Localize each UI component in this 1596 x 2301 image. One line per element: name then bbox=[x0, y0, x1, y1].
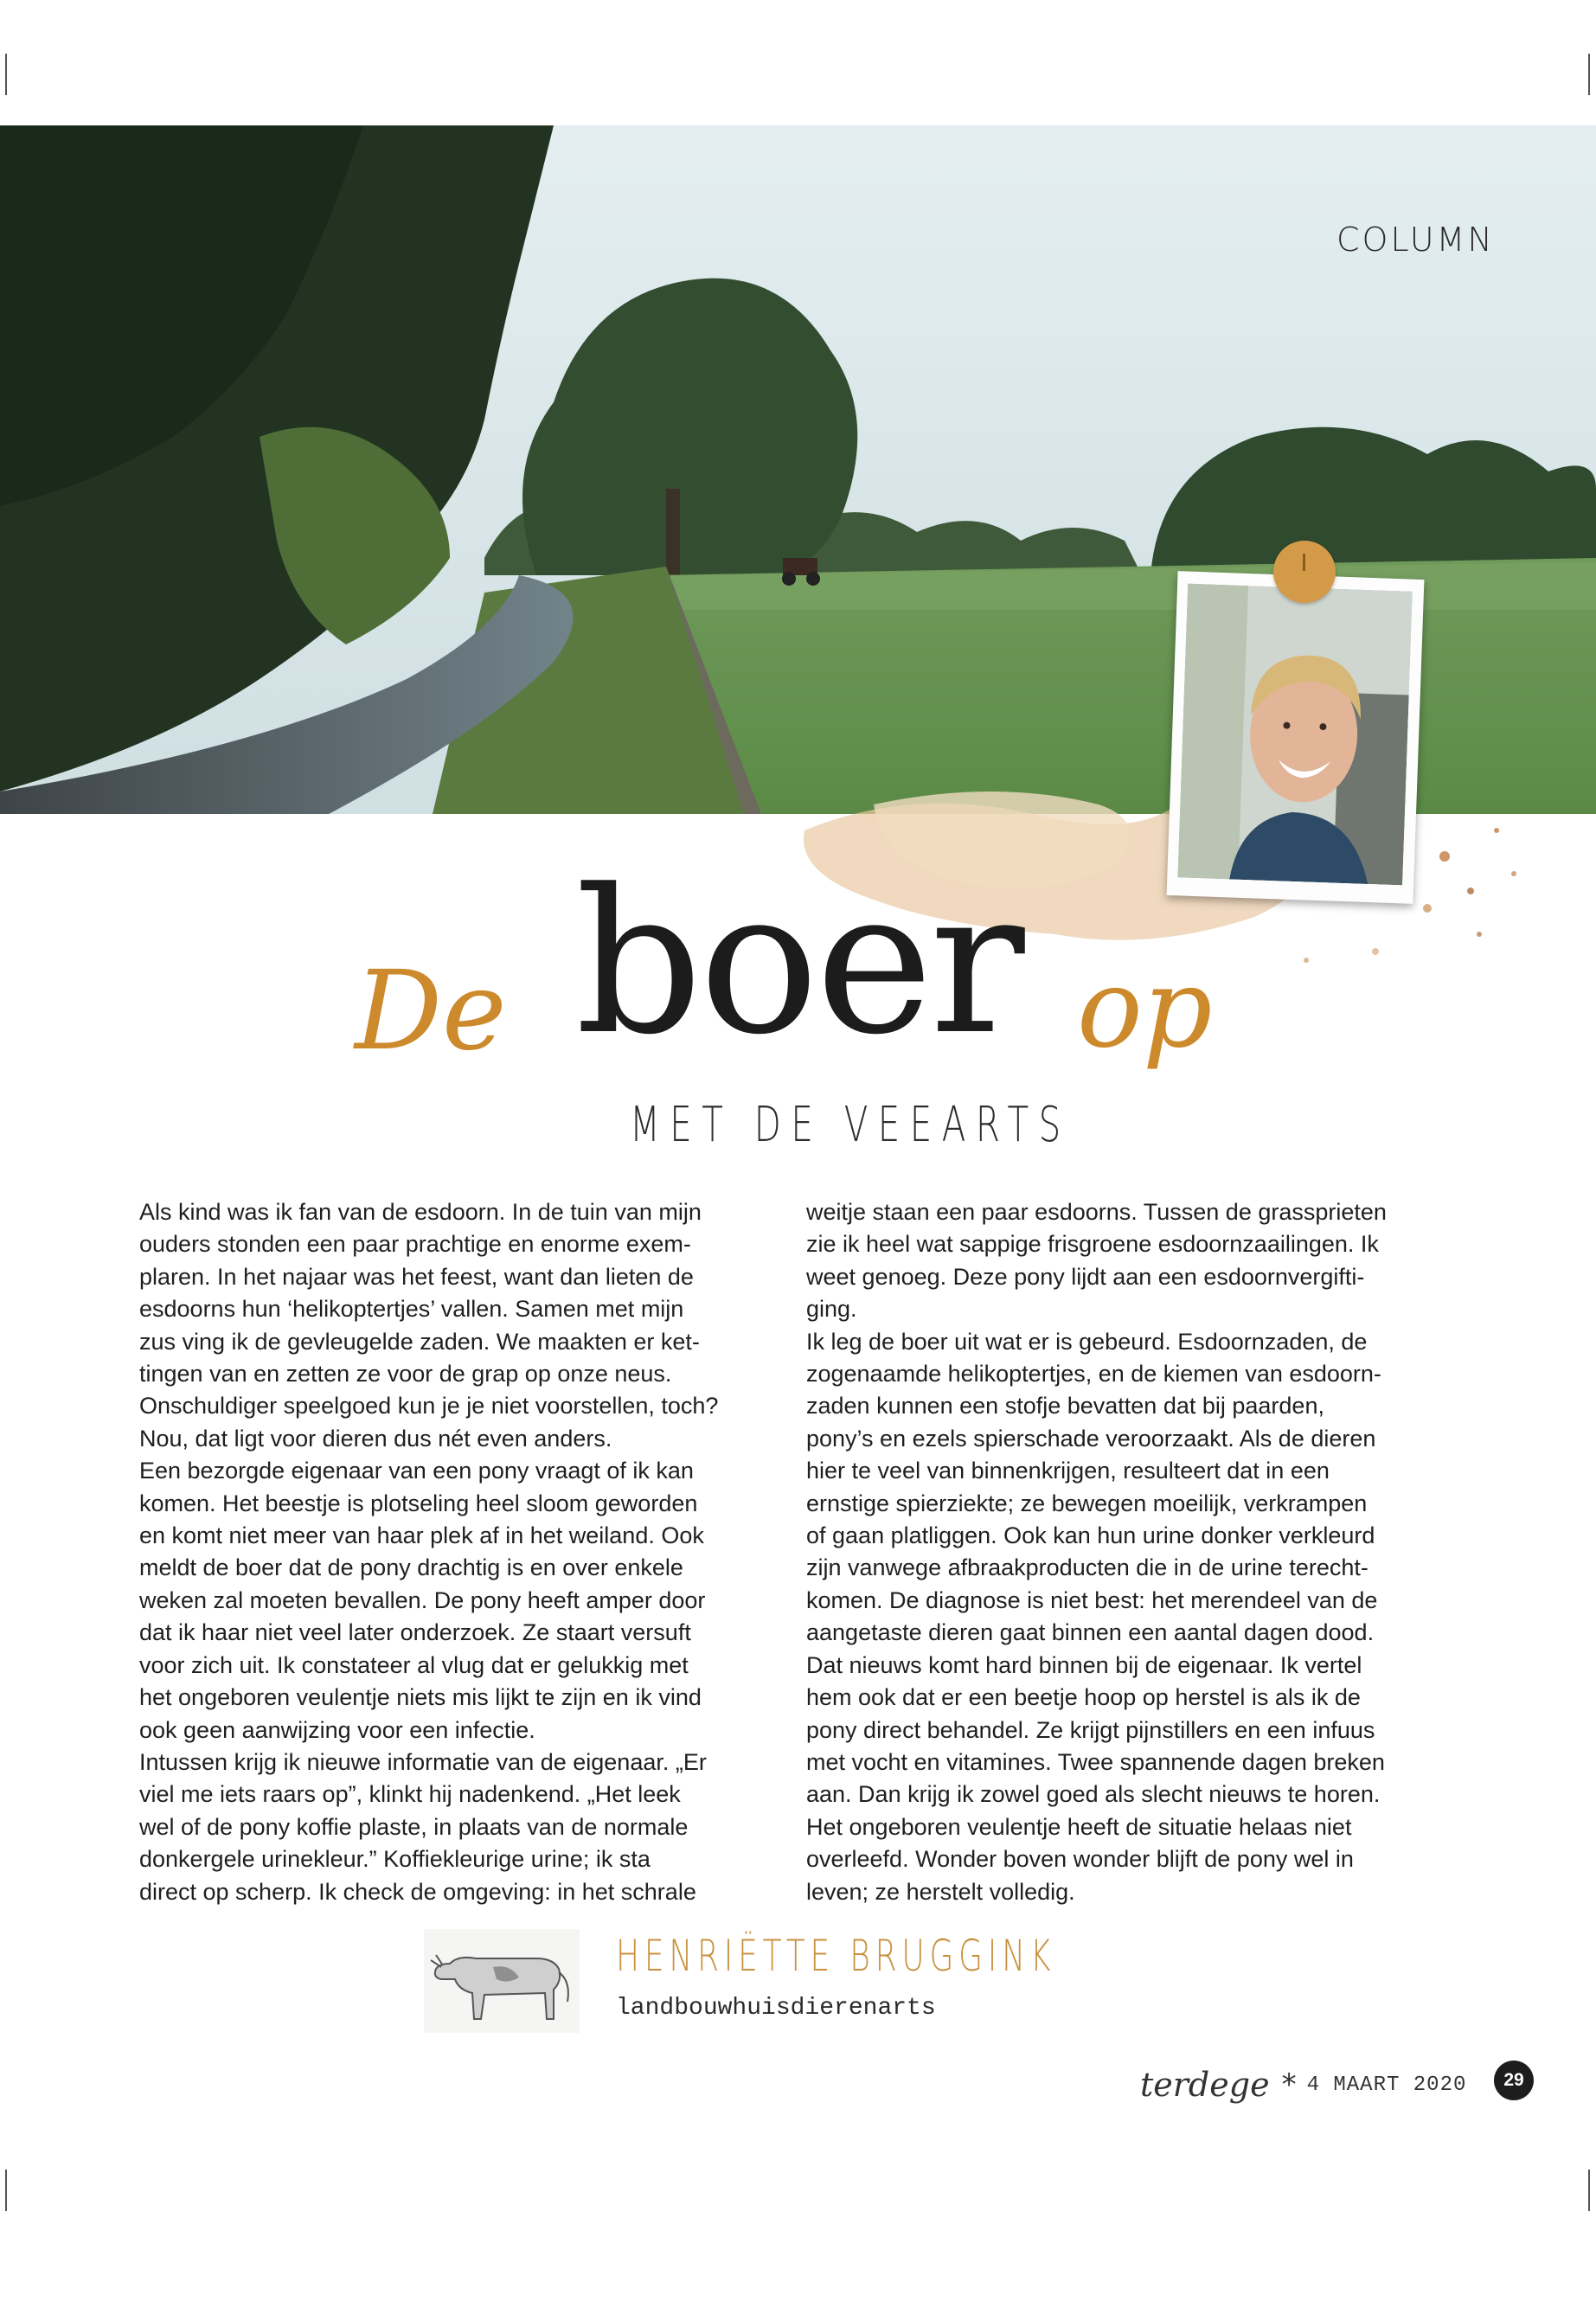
text-line: pony direct behandel. Ze krijgt pijnstillers en een infuus bbox=[806, 1716, 1375, 1743]
crop-mark-bottom-left bbox=[5, 2170, 7, 2211]
text-line: pony’s en ezels spierschade veroorzaakt. Als de dieren bbox=[806, 1425, 1376, 1452]
magazine-logo: terdege bbox=[1140, 2066, 1270, 2104]
text-line: donkergele urinekleur.” Koffiekleurige urine; ik sta bbox=[139, 1846, 651, 1873]
text-line: ernstige spierziekte; ze bewegen moeilijk, verkrampen bbox=[806, 1490, 1368, 1516]
portrait-polaroid bbox=[1167, 571, 1425, 904]
text-line: hier te veel van binnenkrijgen, resulteert dat in een bbox=[806, 1458, 1330, 1484]
text-line: tingen van en zetten ze voor de grap op onze neus. bbox=[139, 1361, 672, 1388]
title-word-boer: boer bbox=[575, 848, 1022, 1079]
title-word-de: De bbox=[355, 947, 507, 1074]
article-column-right bbox=[806, 1196, 1429, 1908]
text-line: dat ik haar niet veel later onderzoek. Ze staart versuft bbox=[139, 1619, 691, 1646]
text-line: met vocht en vitamines. Twee spannende dagen breken bbox=[806, 1748, 1385, 1775]
text-line: voor zich uit. Ik constateer al vlug dat er gelukkig met bbox=[139, 1651, 689, 1678]
text-line: zie ik heel wat sappige frisgroene esdoornzaailingen. Ik bbox=[806, 1231, 1379, 1258]
text-line: wel of de pony koffie plaste, in plaats van de normale bbox=[139, 1813, 689, 1840]
text-line: komen. Het beestje is plotseling heel sloom geworden bbox=[139, 1490, 698, 1516]
text-line: meldt de boer dat de pony drachtig is en over enkele bbox=[139, 1554, 683, 1581]
text-line: het ongeboren veulentje niets mis lijkt te zijn en ik vind bbox=[139, 1684, 702, 1711]
pin-needle bbox=[1303, 554, 1305, 571]
text-line: direct op scherp. Ik check de omgeving: in het schrale bbox=[139, 1878, 696, 1905]
text-line: zus ving ik de gevleugelde zaden. We maakten er ket- bbox=[139, 1328, 700, 1355]
title-word-op: op bbox=[1077, 945, 1213, 1072]
text-line: weitje staan een paar esdoorns. Tussen de grassprieten bbox=[806, 1199, 1387, 1225]
text-line: Ik leg de boer uit wat er is gebeurd. Esdoornzaden, de bbox=[806, 1328, 1368, 1355]
text-line: overleefd. Wonder boven wonder blijft de pony wel in bbox=[806, 1846, 1354, 1873]
crop-mark-bottom-right bbox=[1588, 2170, 1590, 2211]
portrait-photo bbox=[1177, 584, 1413, 886]
text-line: Als kind was ik fan van de esdoorn. In de tuin van mijn bbox=[139, 1199, 702, 1225]
text-line: Dat nieuws komt hard binnen bij de eigenaar. Ik vertel bbox=[806, 1651, 1362, 1678]
text-line: Onschuldiger speelgoed kun je je niet voorstellen, toch? bbox=[139, 1393, 719, 1420]
author-name: HENRIËTTE BRUGGINK bbox=[616, 1931, 1056, 1981]
article-column-left bbox=[139, 1196, 762, 1908]
text-line: zaden kunnen een stofje bevatten dat bij paarden, bbox=[806, 1393, 1324, 1420]
author-role: landbouwhuisdierenarts bbox=[616, 1995, 936, 2022]
text-line: komen. De diagnose is niet best: het merendeel van de bbox=[806, 1586, 1378, 1613]
cow-sketch-icon bbox=[424, 1929, 580, 2033]
portrait-image bbox=[1177, 584, 1413, 886]
crop-mark-top-right bbox=[1588, 54, 1590, 95]
text-line: aan. Dan krijg ik zowel goed als slecht nieuws te horen. bbox=[806, 1781, 1381, 1808]
issue-date: 4 MAART 2020 bbox=[1306, 2073, 1467, 2097]
text-line: esdoorns hun ‘helikoptertjes’ vallen. Samen met mijn bbox=[139, 1296, 684, 1323]
text-line: weken zal moeten bevallen. De pony heeft amper door bbox=[139, 1586, 706, 1613]
text-line: ging. bbox=[806, 1296, 857, 1323]
text-line: of gaan platliggen. Ook kan hun urine donker verkleurd bbox=[806, 1522, 1375, 1549]
text-line: zijn vanwege afbraakproducten die in de urine terecht- bbox=[806, 1554, 1368, 1581]
text-line: Nou, dat ligt voor dieren dus nét even anders. bbox=[139, 1425, 612, 1452]
text-line: plaren. In het najaar was het feest, want dan lieten de bbox=[139, 1263, 694, 1290]
text-line: zogenaamde helikoptertjes, en de kiemen van esdoorn- bbox=[806, 1361, 1381, 1388]
page-footer bbox=[1140, 2063, 1466, 2106]
pin-icon bbox=[1273, 541, 1336, 603]
section-label: COLUMN bbox=[1336, 221, 1495, 259]
text-line: ouders stonden een paar prachtige en enorme exem- bbox=[139, 1231, 691, 1258]
footer-separator: * bbox=[1281, 2067, 1297, 2102]
text-line: Intussen krijg ik nieuwe informatie van de eigenaar. „Er bbox=[139, 1748, 707, 1775]
text-line: weet genoeg. Deze pony lijdt aan een esdoornvergifti- bbox=[806, 1263, 1365, 1290]
text-line: ook geen aanwijzing voor een infectie. bbox=[139, 1716, 535, 1743]
page-number-badge: 29 bbox=[1494, 2061, 1534, 2100]
text-line: viel me iets raars op”, klinkt hij nadenkend. „Het leek bbox=[139, 1781, 681, 1808]
article-subtitle: MET DE VEEARTS bbox=[630, 1097, 1071, 1153]
text-line: Een bezorgde eigenaar van een pony vraagt of ik kan bbox=[139, 1458, 694, 1484]
text-line: en komt niet meer van haar plek af in het weiland. Ook bbox=[139, 1522, 704, 1549]
crop-mark-top-left bbox=[5, 54, 7, 95]
text-line: leven; ze herstelt volledig. bbox=[806, 1878, 1075, 1905]
text-line: Het ongeboren veulentje heeft de situatie helaas niet bbox=[806, 1813, 1352, 1840]
text-line: aangetaste dieren gaat binnen een aantal dagen dood. bbox=[806, 1619, 1375, 1646]
text-line: hem ook dat er een beetje hoop op herstel is als ik de bbox=[806, 1684, 1361, 1711]
